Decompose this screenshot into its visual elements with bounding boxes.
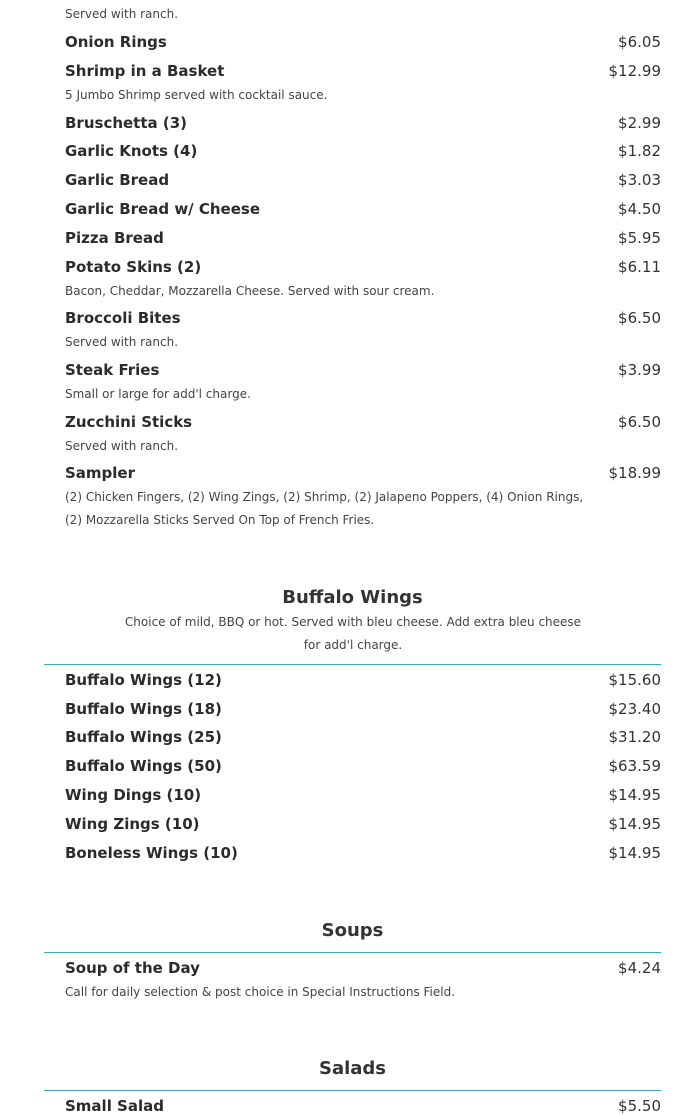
menu-item-price: $3.03 bbox=[618, 171, 661, 189]
menu-item-price: $1.82 bbox=[618, 142, 661, 160]
item-description: Small or large for add'l charge. bbox=[65, 387, 251, 401]
section-heading: Buffalo Wings bbox=[282, 587, 423, 608]
menu-item-price: $6.50 bbox=[618, 413, 661, 431]
menu-item-price: $5.50 bbox=[618, 1097, 661, 1115]
item-description: Served with ranch. bbox=[65, 7, 179, 21]
menu-item-price: $2.99 bbox=[618, 114, 661, 132]
menu-item-price: $6.05 bbox=[618, 33, 661, 51]
menu-item-name[interactable]: Broccoli Bites bbox=[65, 309, 181, 327]
section-divider bbox=[44, 1090, 661, 1091]
menu-item-price: $5.95 bbox=[618, 229, 661, 247]
menu-item-name[interactable]: Boneless Wings (10) bbox=[65, 844, 238, 862]
section-divider bbox=[44, 664, 661, 665]
menu-item-price: $14.95 bbox=[608, 844, 661, 862]
menu-item-name[interactable]: Sampler bbox=[65, 464, 136, 482]
menu-item-name[interactable]: Garlic Knots (4) bbox=[65, 142, 198, 160]
menu-item-price: $6.50 bbox=[618, 309, 661, 327]
menu-item-price: $4.24 bbox=[618, 959, 661, 977]
menu-item-name[interactable]: Buffalo Wings (50) bbox=[65, 757, 222, 775]
menu-item-price: $14.95 bbox=[608, 815, 661, 833]
menu-item-price: $15.60 bbox=[608, 671, 661, 689]
menu-item-name[interactable]: Wing Dings (10) bbox=[65, 786, 202, 804]
menu-item-name[interactable]: Soup of the Day bbox=[65, 959, 200, 977]
item-description: Call for daily selection & post choice in Special Instructions Field. bbox=[65, 985, 456, 999]
menu-item-price: $14.95 bbox=[608, 786, 661, 804]
menu-item-name[interactable]: Buffalo Wings (12) bbox=[65, 671, 222, 689]
menu-item-name[interactable]: Small Salad bbox=[65, 1097, 164, 1115]
menu-item-price: $4.50 bbox=[618, 200, 661, 218]
menu-item-name[interactable]: Pizza Bread bbox=[65, 229, 164, 247]
section-divider bbox=[44, 952, 661, 953]
item-description: 5 Jumbo Shrimp served with cocktail sauce. bbox=[65, 88, 328, 102]
menu-item-name[interactable]: Onion Rings bbox=[65, 33, 167, 51]
menu-item-name[interactable]: Buffalo Wings (18) bbox=[65, 700, 222, 718]
section-heading: Salads bbox=[318, 1058, 387, 1079]
item-description: (2) Chicken Fingers, (2) Wing Zings, (2) Shrimp, (2) Jalapeno Poppers, (4) Onion Rings, (2) Mozzarella Sticks Served On Top of French Fries. bbox=[65, 490, 584, 527]
menu-item-name[interactable]: Buffalo Wings (25) bbox=[65, 728, 222, 746]
menu-item-name[interactable]: Zucchini Sticks bbox=[65, 413, 193, 431]
menu-item-name[interactable]: Steak Fries bbox=[65, 361, 160, 379]
menu-item-price: $31.20 bbox=[608, 728, 661, 746]
item-description: Served with ranch. bbox=[65, 335, 179, 349]
menu-item-price: $23.40 bbox=[608, 700, 661, 718]
menu-item-price: $12.99 bbox=[608, 62, 661, 80]
menu-item-name[interactable]: Wing Zings (10) bbox=[65, 815, 200, 833]
item-description: Bacon, Cheddar, Mozzarella Cheese. Served with sour cream. bbox=[65, 284, 435, 298]
menu-item-name[interactable]: Bruschetta (3) bbox=[65, 114, 188, 132]
section-description: Choice of mild, BBQ or hot. Served with bleu cheese. Add extra bleu cheese for add'l charge. bbox=[124, 615, 582, 652]
menu-item-name[interactable]: Garlic Bread w/ Cheese bbox=[65, 200, 261, 218]
menu-item-price: $63.59 bbox=[608, 757, 661, 775]
section-heading: Soups bbox=[321, 920, 384, 941]
menu-item-name[interactable]: Garlic Bread bbox=[65, 171, 170, 189]
menu-item-price: $3.99 bbox=[618, 361, 661, 379]
menu-item-price: $18.99 bbox=[608, 464, 661, 482]
item-description: Served with ranch. bbox=[65, 439, 179, 453]
menu-item-name[interactable]: Shrimp in a Basket bbox=[65, 62, 225, 80]
menu-item-price: $6.11 bbox=[618, 258, 661, 276]
menu-item-name[interactable]: Potato Skins (2) bbox=[65, 258, 202, 276]
